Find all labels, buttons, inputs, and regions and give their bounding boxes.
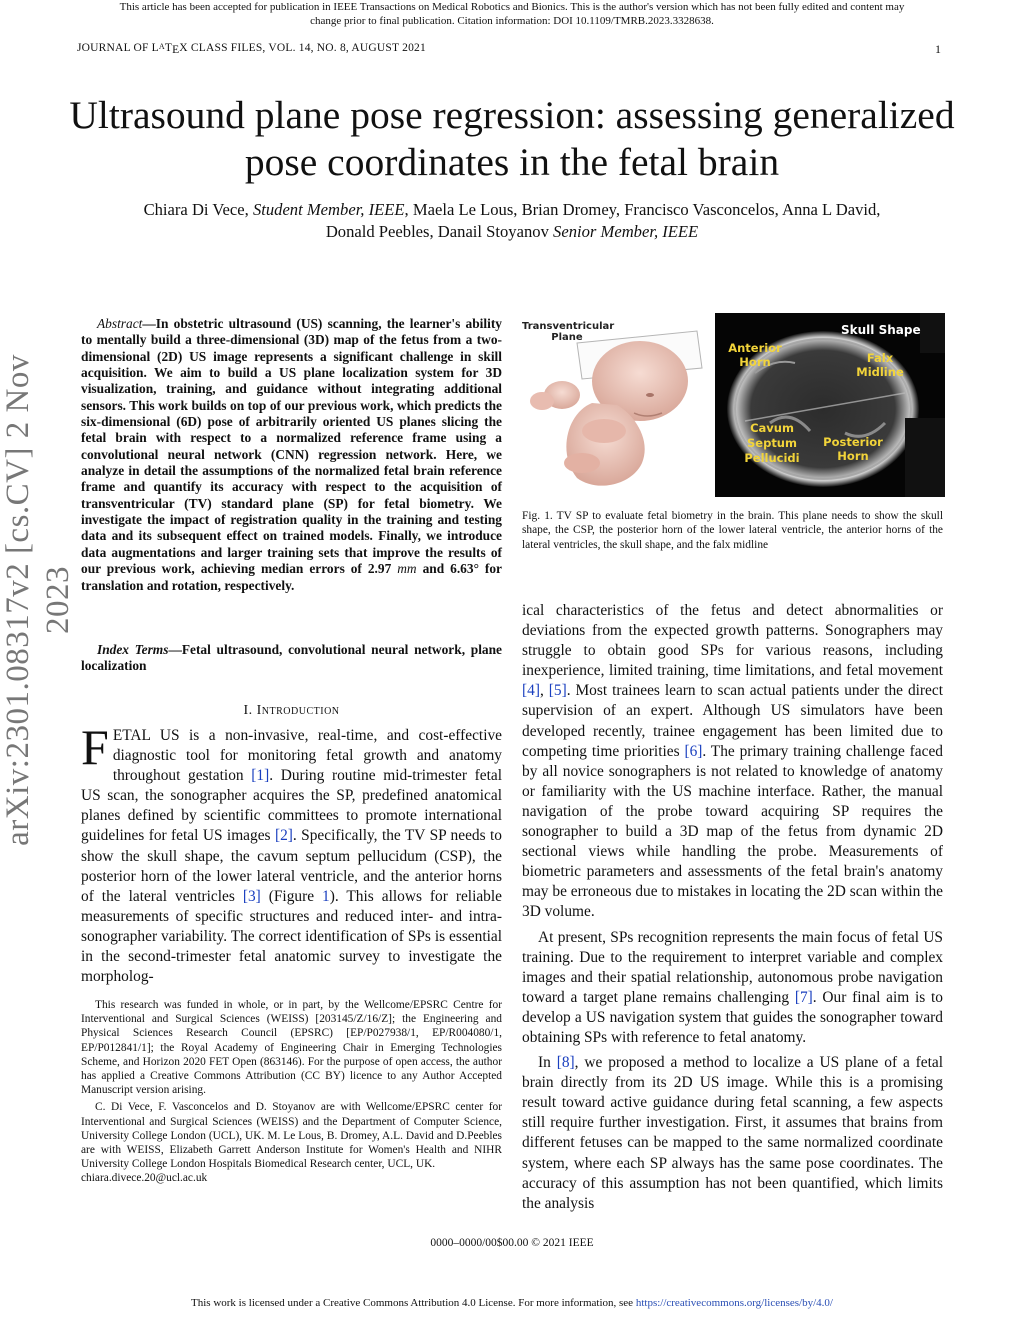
footnote-affiliations-text: C. Di Vece, F. Vasconcelos and D. Stoyanov are with Wellcome/EPSRC center for Interventional and Surgical Sciences (WEISS) and the Department of Computer Science, University College London (UCL), UK. M. Le Lous, B. Dromey, A.L. David and D.Peebles are with WEISS, Elizabeth Garrett Anderson Institute for Women's Health and NIHR University College London Hospitals Biomedical Research center, UCL, UK.	[81, 1101, 502, 1171]
right-column	[522, 601, 943, 1214]
index-terms-label: Index Terms	[97, 642, 169, 657]
section-title: Introduction	[256, 703, 340, 718]
intro-text-4: (Figure	[260, 887, 323, 905]
index-terms	[81, 642, 502, 675]
running-head: JOURNAL OF LATEX CLASS FILES, VOL. 14, NO. 8, AUGUST 2021	[77, 42, 426, 56]
copyright-line: 0000–0000/00$00.00 © 2021 IEEE	[430, 1237, 594, 1249]
index-terms-text: —Fetal ultrasound, convolutional neural network, plane localization	[81, 642, 502, 674]
right-paragraph-1	[522, 601, 943, 923]
right-paragraph-3	[522, 1053, 943, 1214]
right-text-7: , we proposed a method to localize a US plane of a fetal brain directly from its 2D US image. While this is a promising result toward active guidance during fetal scanning, a few aspects still require further investigation. First, it assumes that brains from different fetuses can be mapped to the same normalized coordinate system, where each SP always has the same pose coordinates. The accuracy of this assumption has not been quantified, which limits the analysis	[522, 1054, 944, 1212]
footnotes	[81, 998, 502, 1186]
citation-link[interactable]: [5]	[548, 682, 567, 700]
right-text-4: At present, SPs recognition represents the main focus of fetal US training. Due to the requirement to interpret variable and complex images and their spatial relationship, autonomous probe navigation toward a target plane remains challenging	[522, 928, 943, 1006]
figure-1	[522, 313, 943, 498]
paper-title: Ultrasound plane pose regression: assessing generalized pose coordinates in the fetal brain	[69, 93, 955, 184]
authors-1b: Student Member, IEEE	[252, 200, 405, 219]
intro-paragraph	[81, 719, 502, 987]
label-skull-shape: Skull Shape	[841, 323, 921, 337]
section-heading	[81, 703, 502, 719]
intro-text-1: ETAL US is a non-invasive, real-time, and cost-effective diagnostic tool for monitoring fetal growth and anatomy throughout gestation	[112, 727, 502, 785]
label-anterior-horn: Anterior Horn	[728, 341, 782, 369]
right-sep: ,	[539, 682, 549, 700]
license-link[interactable]: https://creativecommons.org/licenses/by/4.0/	[635, 1297, 833, 1309]
figure-caption: Fig. 1. TV SP to evaluate fetal biometry in the brain. This plane needs to show the skull shape, the CSP, the posterior horn of the lower lateral ventricle, the anterior horns of the lateral ventricles, the skull shape, and the falx midline	[522, 510, 943, 551]
citation-link[interactable]: [8]	[556, 1054, 575, 1072]
authors-1a: Chiara Di Vece,	[143, 200, 249, 219]
abstract-text: —In obstetric ultrasound (US) scanning, the learner's ability to mentally build a three-dimensional (3D) map of the fetus from a two-dimensional (2D) US image represents a significant challenge in skill acquisition. We aim to build a US plane localization system for 3D visualization, training, and guidance without integrating additional sensors. This work builds on top of our previous work, which predicts the six-dimensional (6D) pose of arbitrarily oriented US planes slicing the fetal brain with respect to a normalized reference frame using a convolutional neural network (CNN) regression network. Here, we analyze in detail the assumptions of the normalized fetal brain reference frame and quantify its accuracy with respect to the acquisition of transventricular (TV) standard plane (SP) for fetal biometry. We investigate the impact of registration quality in the training and testing data and its subsequent effect on trained models. Finally, we introduce data augmentations and larger training sets that improve the results of our previous work, achieving median errors of 2.97	[81, 316, 502, 577]
right-paragraph-2	[522, 928, 943, 1049]
license-text: This work is licensed under a Creative Commons Attribution 4.0 License. For more information, see	[191, 1297, 636, 1309]
citation-link[interactable]: [7]	[794, 988, 813, 1006]
label-posterior-horn: Posterior Horn	[823, 435, 883, 463]
right-text-2: . Most trainees learn to scan actual patients under the direct supervision of an expert. Although US simulators have been developed recently, trainee engagement has been limited due to competing time priorities	[522, 682, 943, 760]
citation-link[interactable]: [6]	[684, 742, 703, 760]
right-text-5: . Our final aim is to develop a US navigation system that guides the sonographer toward obtaining SPs with reference to fetal anatomy.	[522, 988, 943, 1046]
abstract-text-end: and 6.63° for translation and rotation, respectively.	[81, 561, 502, 593]
authors-2a: Donald Peebles, Danail Stoyanov	[325, 222, 549, 241]
footnote-funding: This research was funded in whole, or in part, by the Wellcome/EPSRC Centre for Interventional and Surgical Sciences (WEISS) [203145/Z/16/Z]; the Engineering and Physical Sciences Research Council (EPSRC) [EP/P027938/1, EP/R004080/1, EP/P012841/1]; the Royal Academy of Engineering Chair in Emerging Technologies Scheme, and Horizon 2020 FET Open (863146). For the purpose of open access, the author has applied a Creative Commons Attribution (CC BY) licence to any Author Accepted Manuscript version arising.	[81, 999, 502, 1097]
page-number: 1	[935, 42, 941, 56]
citation-link[interactable]: [3]	[242, 887, 261, 905]
section-number: I.	[243, 703, 253, 718]
figure-link[interactable]: 1	[322, 887, 330, 905]
intro-text-2: . During routine mid-trimester fetal US scan, the sonographer acquires the SP, predefined anatomical planes defined by scientific committees to promote international guidelines for fetal US images	[81, 767, 502, 845]
citation-link[interactable]: [1]	[251, 767, 270, 785]
ultrasound-image	[715, 313, 945, 497]
footnote-email: chiara.divece.20@ucl.ac.uk	[81, 1172, 208, 1185]
abstract-unit: mm	[397, 561, 417, 577]
label-cavum-septum: Cavum Septum Pellucidi	[744, 421, 800, 465]
abstract	[81, 316, 502, 594]
label-falx-midline: Falx Midline	[856, 351, 904, 379]
arxiv-stamp: arXiv:2301.08317v2 [cs.CV] 2 Nov 2023	[0, 354, 76, 846]
right-text-3: . The primary training challenge faced by all novice sonographers is not related to knowledge of anatomy or familiarity with the US machine interface. Rather, the manual navigation of the probe toward acquiring SP requires the sonographer to build a 3D map of the fetus from dynamic 2D sectional views while handling the probe. Measurements of biometric parameters and assessments of the fetal brain's anatomy may be erroneous due to mistakes in locating the 2D scan within the 3D volume.	[522, 742, 943, 921]
citation-link[interactable]: [2]	[274, 827, 293, 845]
authors-2b: Senior Member, IEEE	[553, 222, 699, 241]
publication-notice: This article has been accepted for publication in IEEE Transactions on Medical Robotics and Bionics. This is the author's version which has not been fully edited and content may change prior to final publication. Citation information: DOI 10.1109/TMRB.2023.3328638.	[119, 1, 905, 27]
citation-link[interactable]: [4]	[522, 682, 540, 700]
footnote-affiliations	[81, 1100, 502, 1185]
author-list	[70, 199, 954, 243]
plane-label: Transventricular Plane	[522, 321, 615, 343]
right-text-6: In	[538, 1054, 557, 1072]
authors-1c: , Maela Le Lous, Brian Dromey, Francisco Vasconcelos, Anna L David,	[404, 200, 881, 219]
abstract-label: Abstract	[97, 316, 143, 331]
intro-text-3: . Specifically, the TV SP needs to show the skull shape, the cavum septum pellucidum (CSP), the posterior horn of the lower lateral ventricle, and the anterior horns of the lateral ventricles	[81, 827, 502, 905]
dropcap: F	[81, 719, 109, 775]
license-line	[0, 1297, 1024, 1309]
right-text-1: ical characteristics of the fetus and detect abnormalities or deviations from the expected growth patterns. Sonographers may struggle to obtain good SPs for various reasons, including inexperience, limited training, time limitations, and fetal movement	[522, 602, 943, 680]
intro-text-5: ). This allows for reliable measurements of specific structures and reduced inter- and intra-sonographer variability. The correct identification of SPs is essential in the second-trimester fetal anatomic survey to investigate the morpholog-	[81, 887, 502, 986]
